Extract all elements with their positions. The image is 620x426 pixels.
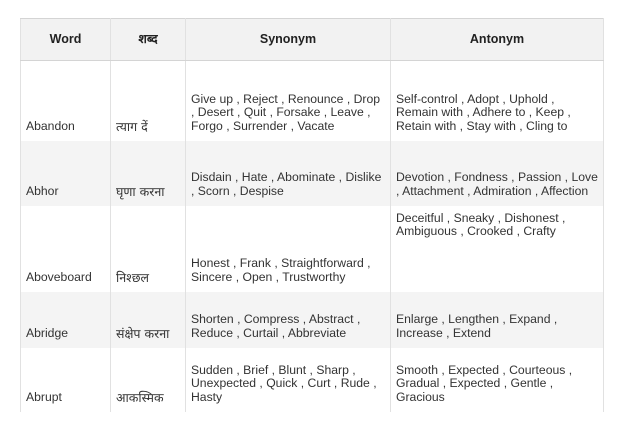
antonym-cell: Self-control , Adopt , Uphold , Remain with , Adhere to , Keep , Retain with , Stay with , Cling to xyxy=(391,61,604,141)
hindi-word-cell: संक्षेप करना xyxy=(111,292,186,348)
hindi-word-cell: आकस्मिक xyxy=(111,348,186,412)
table-row xyxy=(21,206,604,292)
table-row xyxy=(21,348,604,412)
antonym-cell: Devotion , Fondness , Passion , Love , Attachment , Admiration , Affection xyxy=(391,141,604,206)
word-cell: Abandon xyxy=(21,61,111,141)
antonym-cell: Smooth , Expected , Courteous , Gradual , Expected , Gentle , Gracious xyxy=(391,348,604,412)
table-row xyxy=(21,61,604,141)
synonym-cell: Honest , Frank , Straightforward , Sincere , Open , Trustworthy xyxy=(186,206,391,292)
table-row xyxy=(21,292,604,348)
synonym-cell: Shorten , Compress , Abstract , Reduce , Curtail , Abbreviate xyxy=(186,292,391,348)
header-antonym: Antonym xyxy=(391,19,604,61)
header-word: Word xyxy=(21,19,111,61)
word-cell: Abrupt xyxy=(21,348,111,412)
synonym-cell: Sudden , Brief , Blunt , Sharp , Unexpected , Quick , Curt , Rude , Hasty xyxy=(186,348,391,412)
table-header-row xyxy=(21,19,604,61)
synonym-cell: Give up , Reject , Renounce , Drop , Desert , Quit , Forsake , Leave , Forgo , Surrender , Vacate xyxy=(186,61,391,141)
synonym-cell: Disdain , Hate , Abominate , Dislike , Scorn , Despise xyxy=(186,141,391,206)
antonym-cell: Enlarge , Lengthen , Expand , Increase , Extend xyxy=(391,292,604,348)
header-synonym: Synonym xyxy=(186,19,391,61)
hindi-word-cell: घृणा करना xyxy=(111,141,186,206)
synonym-antonym-table xyxy=(20,18,604,412)
table-row xyxy=(21,141,604,206)
hindi-word-cell: त्याग दें xyxy=(111,61,186,141)
word-cell: Abhor xyxy=(21,141,111,206)
word-cell: Abridge xyxy=(21,292,111,348)
antonym-cell: Deceitful , Sneaky , Dishonest , Ambiguous , Crooked , Crafty xyxy=(391,206,604,292)
hindi-word-cell: निश्छल xyxy=(111,206,186,292)
word-cell: Aboveboard xyxy=(21,206,111,292)
header-hindi-word: शब्द xyxy=(111,19,186,61)
